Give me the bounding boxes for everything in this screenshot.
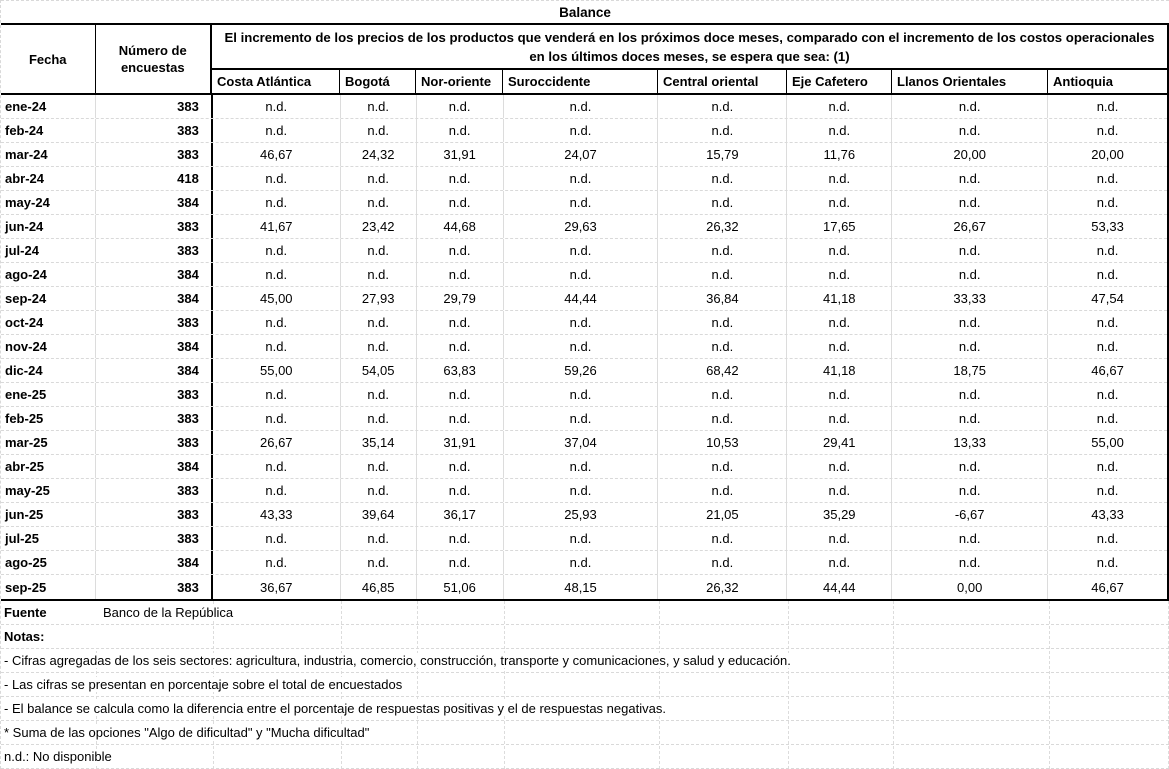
- value-cell: 53,33: [1091, 219, 1124, 234]
- value-cell: n.d.: [504, 239, 659, 262]
- value-cell: 43,33: [213, 503, 341, 526]
- value-cell: n.d.: [787, 263, 892, 286]
- value-cell: n.d.: [787, 479, 892, 502]
- fecha-cell: ene-25: [1, 383, 96, 406]
- value-cell: n.d.: [341, 455, 417, 478]
- value-cell: n.d.: [213, 95, 341, 118]
- value-cell: n.d.: [787, 335, 892, 358]
- value-cell: 36,67: [213, 575, 341, 599]
- table-row: [1, 239, 1167, 263]
- encuestas-cell: 383: [96, 575, 213, 599]
- encuestas-cell: 383: [96, 215, 213, 238]
- value-cell: n.d.: [787, 551, 892, 574]
- region-column-header: Nor-oriente: [416, 70, 503, 93]
- value-cell: n.d.: [213, 263, 341, 286]
- note-text: * Suma de las opciones "Algo de dificultad" y "Mucha dificultad": [1, 725, 375, 740]
- source-label: Fuente: [1, 601, 98, 624]
- value-cell: n.d.: [341, 551, 417, 574]
- value-cell: n.d.: [1096, 243, 1119, 258]
- value-cell: n.d.: [1096, 411, 1119, 426]
- value-cell: n.d.: [787, 311, 892, 334]
- value-cell: n.d.: [417, 263, 504, 286]
- encuestas-cell: 383: [96, 431, 213, 454]
- value-cell: 41,18: [787, 359, 892, 382]
- value-cell: n.d.: [658, 407, 787, 430]
- value-cell: n.d.: [892, 263, 1048, 286]
- value-cell: 26,32: [658, 215, 787, 238]
- note-row: [1, 721, 1169, 745]
- fecha-cell: ago-25: [1, 551, 96, 574]
- value-cell: n.d.: [892, 119, 1048, 142]
- value-cell: 0,00: [892, 575, 1048, 599]
- value-cell: n.d.: [658, 95, 787, 118]
- value-cell: 51,06: [417, 575, 504, 599]
- value-cell: n.d.: [341, 479, 417, 502]
- table-row: [1, 503, 1167, 527]
- source-value: Banco de la República: [98, 605, 241, 620]
- table-footer: [1, 601, 1169, 769]
- value-cell: 35,29: [787, 503, 892, 526]
- value-cell: n.d.: [787, 527, 892, 550]
- value-cell: n.d.: [1096, 99, 1119, 114]
- value-cell: n.d.: [892, 191, 1048, 214]
- value-cell: n.d.: [341, 407, 417, 430]
- value-cell: 20,00: [1091, 147, 1124, 162]
- fecha-cell: oct-24: [1, 311, 96, 334]
- encuestas-cell: 384: [96, 287, 213, 310]
- value-cell: n.d.: [417, 119, 504, 142]
- value-cell: n.d.: [787, 119, 892, 142]
- value-cell: n.d.: [213, 239, 341, 262]
- value-cell: n.d.: [1096, 315, 1119, 330]
- value-cell: 45,00: [213, 287, 341, 310]
- value-cell: n.d.: [417, 335, 504, 358]
- value-cell: n.d.: [213, 551, 341, 574]
- encuestas-cell: 384: [96, 335, 213, 358]
- table-row: [1, 263, 1167, 287]
- table-row: [1, 335, 1167, 359]
- value-cell: n.d.: [341, 527, 417, 550]
- note-row: [1, 745, 1169, 769]
- value-cell: 26,67: [892, 215, 1048, 238]
- value-cell: n.d.: [417, 455, 504, 478]
- value-cell: n.d.: [504, 551, 659, 574]
- region-column-header: Antioquia: [1053, 74, 1113, 89]
- value-cell: n.d.: [787, 191, 892, 214]
- table-row: [1, 527, 1167, 551]
- value-cell: n.d.: [658, 551, 787, 574]
- value-cell: n.d.: [417, 191, 504, 214]
- value-cell: 55,00: [213, 359, 341, 382]
- fecha-cell: abr-24: [1, 167, 96, 190]
- fecha-cell: feb-24: [1, 119, 96, 142]
- fecha-cell: sep-25: [1, 575, 96, 599]
- encuestas-cell: 384: [96, 191, 213, 214]
- encuestas-cell: 383: [96, 479, 213, 502]
- value-cell: n.d.: [504, 479, 659, 502]
- value-cell: n.d.: [417, 551, 504, 574]
- value-cell: 29,79: [417, 287, 504, 310]
- encuestas-cell: 384: [96, 455, 213, 478]
- value-cell: n.d.: [213, 455, 341, 478]
- table-row: [1, 143, 1167, 167]
- table-row: [1, 359, 1167, 383]
- table-row: [1, 479, 1167, 503]
- fecha-cell: may-24: [1, 191, 96, 214]
- encuestas-cell: 384: [96, 551, 213, 574]
- value-cell: n.d.: [892, 167, 1048, 190]
- value-cell: n.d.: [658, 119, 787, 142]
- value-cell: 35,14: [341, 431, 417, 454]
- value-cell: n.d.: [892, 239, 1048, 262]
- value-cell: 44,44: [504, 287, 659, 310]
- table-row: [1, 455, 1167, 479]
- value-cell: 36,84: [658, 287, 787, 310]
- value-cell: n.d.: [504, 191, 659, 214]
- source-row: [1, 601, 1169, 625]
- table-row: [1, 575, 1167, 599]
- value-cell: 25,93: [504, 503, 659, 526]
- encuestas-cell: 384: [96, 263, 213, 286]
- table-row: [1, 287, 1167, 311]
- region-column-header: Central oriental: [658, 70, 787, 93]
- value-cell: n.d.: [787, 95, 892, 118]
- notes-heading-row: [1, 625, 1169, 649]
- fecha-cell: ago-24: [1, 263, 96, 286]
- region-column-header: Costa Atlántica: [212, 70, 340, 93]
- value-cell: 44,44: [787, 575, 892, 599]
- value-cell: n.d.: [341, 239, 417, 262]
- value-cell: n.d.: [1096, 339, 1119, 354]
- value-cell: 55,00: [1091, 435, 1124, 450]
- value-cell: n.d.: [341, 95, 417, 118]
- value-cell: n.d.: [658, 263, 787, 286]
- value-cell: n.d.: [658, 479, 787, 502]
- value-cell: 54,05: [341, 359, 417, 382]
- value-cell: n.d.: [892, 551, 1048, 574]
- value-cell: n.d.: [417, 407, 504, 430]
- encuestas-cell: 383: [96, 383, 213, 406]
- question-header-group: [212, 25, 1167, 93]
- value-cell: n.d.: [417, 167, 504, 190]
- note-text: - Cifras agregadas de los seis sectores: agricultura, industria, comercio, construcción, transporte y comunicaciones, y salud y educación.: [1, 653, 797, 668]
- fecha-cell: nov-24: [1, 335, 96, 358]
- value-cell: n.d.: [1096, 123, 1119, 138]
- value-cell: n.d.: [787, 407, 892, 430]
- value-cell: 59,26: [504, 359, 659, 382]
- note-text: - El balance se calcula como la diferencia entre el porcentaje de respuestas positivas y el de respuestas negativas.: [1, 701, 672, 716]
- notes-label: Notas:: [1, 625, 98, 648]
- value-cell: 39,64: [341, 503, 417, 526]
- value-cell: n.d.: [892, 455, 1048, 478]
- encuestas-column-header: Número de encuestas: [96, 25, 212, 93]
- value-cell: n.d.: [213, 311, 341, 334]
- value-cell: n.d.: [892, 407, 1048, 430]
- fecha-cell: jun-24: [1, 215, 96, 238]
- value-cell: n.d.: [787, 455, 892, 478]
- value-cell: n.d.: [213, 167, 341, 190]
- value-cell: 21,05: [658, 503, 787, 526]
- fecha-cell: sep-24: [1, 287, 96, 310]
- value-cell: 41,18: [787, 287, 892, 310]
- value-cell: n.d.: [504, 263, 659, 286]
- fecha-cell: feb-25: [1, 407, 96, 430]
- value-cell: 23,42: [341, 215, 417, 238]
- value-cell: n.d.: [504, 383, 659, 406]
- encuestas-cell: 383: [96, 239, 213, 262]
- value-cell: n.d.: [504, 455, 659, 478]
- value-cell: n.d.: [787, 167, 892, 190]
- value-cell: n.d.: [213, 191, 341, 214]
- value-cell: n.d.: [341, 191, 417, 214]
- value-cell: n.d.: [341, 311, 417, 334]
- note-row: [1, 697, 1169, 721]
- fecha-cell: mar-25: [1, 431, 96, 454]
- encuestas-cell: 418: [96, 167, 213, 190]
- value-cell: n.d.: [504, 335, 659, 358]
- fecha-cell: abr-25: [1, 455, 96, 478]
- region-column-header: Suroccidente: [503, 70, 658, 93]
- value-cell: n.d.: [892, 95, 1048, 118]
- fecha-cell: ene-24: [1, 95, 96, 118]
- note-row: [1, 673, 1169, 697]
- value-cell: n.d.: [1096, 171, 1119, 186]
- value-cell: n.d.: [504, 527, 659, 550]
- note-text: - Las cifras se presentan en porcentaje sobre el total de encuestados: [1, 677, 408, 692]
- value-cell: n.d.: [658, 383, 787, 406]
- fecha-cell: dic-24: [1, 359, 96, 382]
- region-column-header: Eje Cafetero: [787, 70, 892, 93]
- note-row: [1, 649, 1169, 673]
- value-cell: n.d.: [892, 527, 1048, 550]
- fecha-cell: may-25: [1, 479, 96, 502]
- value-cell: 29,63: [504, 215, 659, 238]
- table-row: [1, 119, 1167, 143]
- question-header: El incremento de los precios de los productos que venderá en los próximos doce meses, comparado con el incremento de los costos operacionales en los últimos doces meses, se espera que sea: (1): [212, 25, 1167, 70]
- value-cell: 20,00: [892, 143, 1048, 166]
- value-cell: n.d.: [658, 335, 787, 358]
- value-cell: 68,42: [658, 359, 787, 382]
- value-cell: n.d.: [504, 167, 659, 190]
- value-cell: n.d.: [1096, 555, 1119, 570]
- value-cell: 46,67: [1091, 579, 1124, 595]
- value-cell: n.d.: [658, 455, 787, 478]
- encuestas-cell: 383: [96, 407, 213, 430]
- value-cell: 27,93: [341, 287, 417, 310]
- value-cell: n.d.: [341, 263, 417, 286]
- value-cell: n.d.: [417, 239, 504, 262]
- value-cell: n.d.: [213, 407, 341, 430]
- value-cell: n.d.: [504, 311, 659, 334]
- value-cell: n.d.: [213, 527, 341, 550]
- value-cell: n.d.: [1096, 483, 1119, 498]
- note-text: n.d.: No disponible: [1, 749, 118, 764]
- table-row: [1, 383, 1167, 407]
- value-cell: n.d.: [658, 167, 787, 190]
- value-cell: n.d.: [892, 383, 1048, 406]
- value-cell: 48,15: [504, 575, 659, 599]
- table-row: [1, 311, 1167, 335]
- value-cell: 24,32: [341, 143, 417, 166]
- value-cell: n.d.: [658, 527, 787, 550]
- value-cell: n.d.: [417, 479, 504, 502]
- encuestas-cell: 383: [96, 503, 213, 526]
- value-cell: 29,41: [787, 431, 892, 454]
- value-cell: 24,07: [504, 143, 659, 166]
- value-cell: 33,33: [892, 287, 1048, 310]
- value-cell: -6,67: [892, 503, 1048, 526]
- encuestas-cell: 383: [96, 143, 213, 166]
- table-row: [1, 215, 1167, 239]
- value-cell: n.d.: [658, 311, 787, 334]
- encuestas-cell: 383: [96, 119, 213, 142]
- table-row: [1, 407, 1167, 431]
- value-cell: n.d.: [787, 383, 892, 406]
- value-cell: n.d.: [658, 191, 787, 214]
- value-cell: 11,76: [787, 143, 892, 166]
- value-cell: n.d.: [658, 239, 787, 262]
- table-title: Balance: [1, 0, 1169, 25]
- value-cell: n.d.: [417, 527, 504, 550]
- table-row: [1, 167, 1167, 191]
- fecha-column-header: Fecha: [1, 25, 96, 93]
- value-cell: n.d.: [504, 407, 659, 430]
- fecha-cell: jul-24: [1, 239, 96, 262]
- value-cell: 37,04: [504, 431, 659, 454]
- value-cell: n.d.: [892, 311, 1048, 334]
- value-cell: n.d.: [504, 119, 659, 142]
- value-cell: n.d.: [1096, 387, 1119, 402]
- value-cell: n.d.: [892, 479, 1048, 502]
- region-header-row: [212, 70, 1167, 93]
- value-cell: n.d.: [1096, 195, 1119, 210]
- value-cell: n.d.: [504, 95, 659, 118]
- value-cell: n.d.: [213, 479, 341, 502]
- value-cell: n.d.: [417, 383, 504, 406]
- value-cell: n.d.: [341, 383, 417, 406]
- encuestas-cell: 383: [96, 311, 213, 334]
- table-row: [1, 431, 1167, 455]
- value-cell: 44,68: [417, 215, 504, 238]
- value-cell: n.d.: [341, 335, 417, 358]
- table-header: [1, 25, 1169, 95]
- value-cell: n.d.: [1096, 267, 1119, 282]
- encuestas-cell: 384: [96, 359, 213, 382]
- region-column-header: Bogotá: [340, 70, 416, 93]
- fecha-cell: mar-24: [1, 143, 96, 166]
- value-cell: n.d.: [213, 335, 341, 358]
- value-cell: n.d.: [892, 335, 1048, 358]
- value-cell: n.d.: [417, 311, 504, 334]
- value-cell: n.d.: [417, 95, 504, 118]
- table-row: [1, 95, 1167, 119]
- value-cell: n.d.: [341, 167, 417, 190]
- region-column-header: Llanos Orientales: [892, 70, 1048, 93]
- value-cell: 17,65: [787, 215, 892, 238]
- value-cell: n.d.: [787, 239, 892, 262]
- table-body: [1, 95, 1169, 601]
- value-cell: 47,54: [1091, 291, 1124, 306]
- value-cell: 15,79: [658, 143, 787, 166]
- value-cell: n.d.: [341, 119, 417, 142]
- value-cell: 41,67: [213, 215, 341, 238]
- value-cell: n.d.: [213, 119, 341, 142]
- value-cell: n.d.: [213, 383, 341, 406]
- encuestas-cell: 383: [96, 527, 213, 550]
- value-cell: 31,91: [417, 143, 504, 166]
- value-cell: n.d.: [1096, 459, 1119, 474]
- value-cell: 46,67: [1091, 363, 1124, 378]
- value-cell: 46,85: [341, 575, 417, 599]
- value-cell: 63,83: [417, 359, 504, 382]
- value-cell: n.d.: [1096, 531, 1119, 546]
- fecha-cell: jul-25: [1, 527, 96, 550]
- value-cell: 46,67: [213, 143, 341, 166]
- table-row: [1, 191, 1167, 215]
- value-cell: 13,33: [892, 431, 1048, 454]
- value-cell: 26,67: [213, 431, 341, 454]
- value-cell: 10,53: [658, 431, 787, 454]
- value-cell: 43,33: [1091, 507, 1124, 522]
- table-row: [1, 551, 1167, 575]
- value-cell: 31,91: [417, 431, 504, 454]
- encuestas-cell: 383: [96, 95, 213, 118]
- value-cell: 26,32: [658, 575, 787, 599]
- value-cell: 36,17: [417, 503, 504, 526]
- fecha-cell: jun-25: [1, 503, 96, 526]
- value-cell: 18,75: [892, 359, 1048, 382]
